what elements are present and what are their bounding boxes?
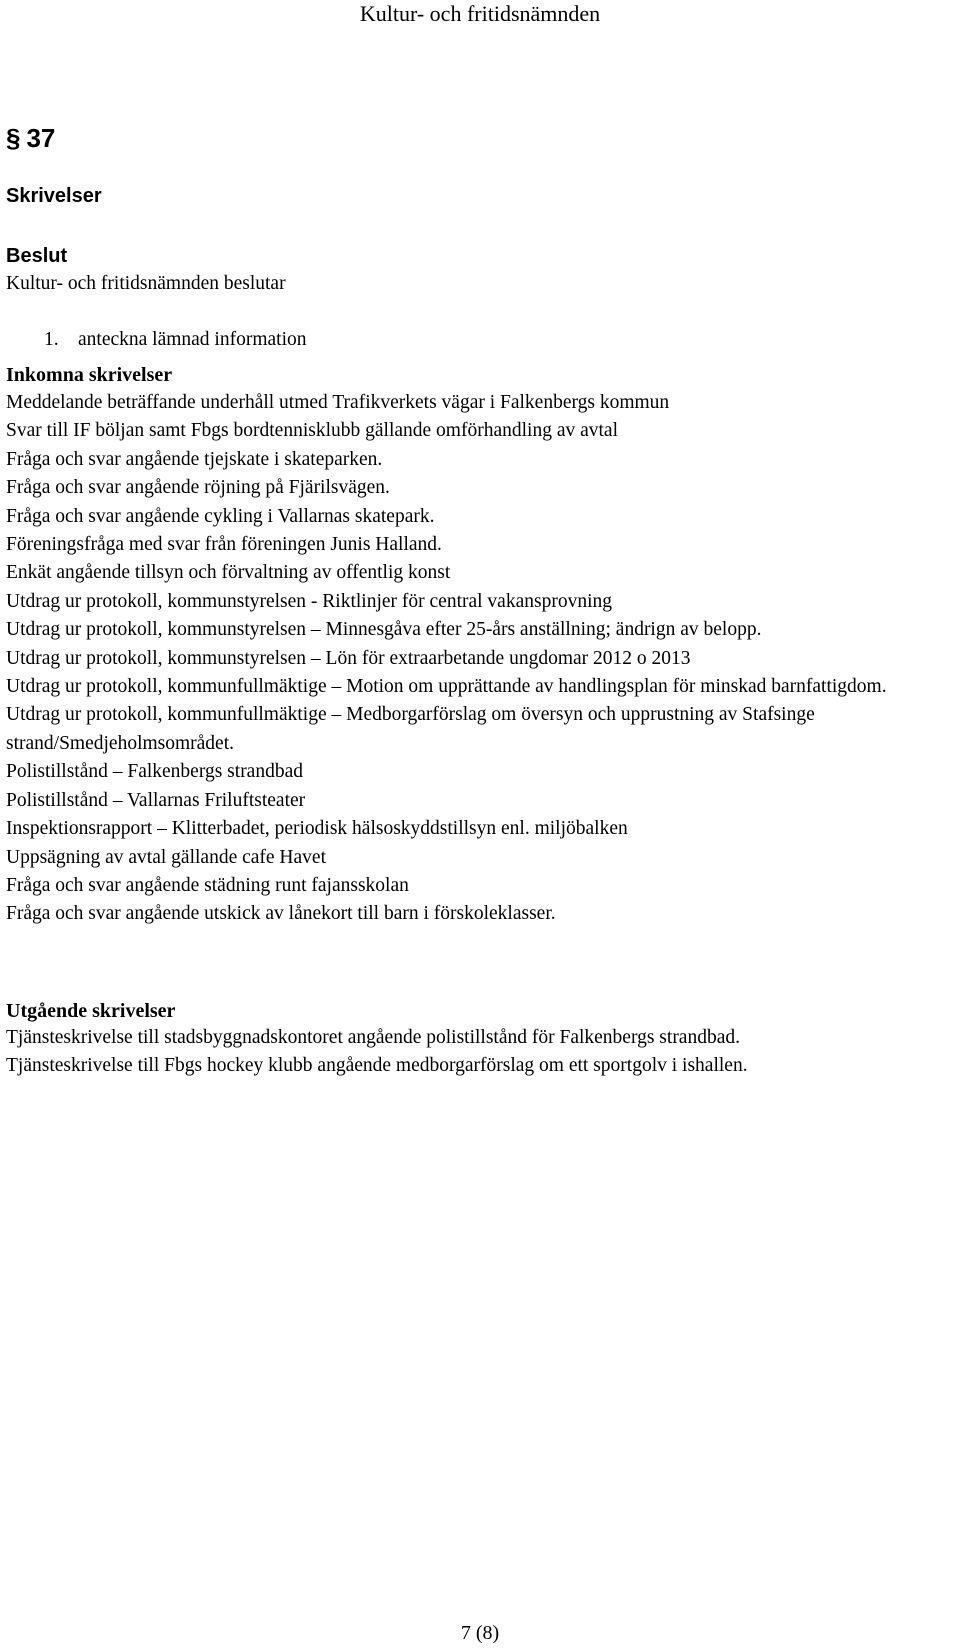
- beslut-text: Kultur- och fritidsnämnden beslutar: [6, 273, 286, 294]
- list-item: Utdrag ur protokoll, kommunstyrelsen - Riktlinjer för central vakansprovning: [6, 590, 612, 612]
- utgaende-list: [6, 1024, 956, 1081]
- utgaende-heading: Utgående skrivelser: [6, 1000, 176, 1022]
- utgaende-skrivelser-section: [6, 998, 956, 1081]
- inkomna-skrivelser-section: [6, 362, 956, 929]
- list-item: Utdrag ur protokoll, kommunfullmäktige – Medborgarförslag om översyn och upprustning av Stafsinge strand/Smedjeholmsområdet.: [6, 704, 815, 754]
- beslut-heading: Beslut: [6, 245, 68, 267]
- list-item: Fråga och svar angående röjning på Fjärilsvägen.: [6, 477, 390, 499]
- section-number: 37: [26, 123, 56, 153]
- list-item: Föreningsfråga med svar från föreningen Junis Halland.: [6, 534, 442, 556]
- list-item: Tjänsteskrivelse till stadsbyggnadskontoret angående polistillstånd för Falkenbergs strandbad.: [6, 1027, 740, 1048]
- decision-item-text: anteckna lämnad information: [78, 329, 307, 350]
- inkomna-heading: Inkomna skrivelser: [6, 364, 173, 386]
- list-item: Polistillstånd – Falkenbergs strandbad: [6, 761, 303, 783]
- list-item: Fråga och svar angående städning runt fajansskolan: [6, 874, 409, 896]
- page-number: 7 (8): [460, 1622, 500, 1644]
- list-item: Svar till IF böljan samt Fbgs bordtennisklubb gällande omförhandling av avtal: [6, 420, 618, 442]
- section-heading: [6, 122, 55, 154]
- page-header: Kultur- och fritidsnämnden: [359, 1, 601, 26]
- list-item: Meddelande beträffande underhåll utmed Trafikverkets vägar i Falkenbergs kommun: [6, 392, 670, 413]
- list-item: Fråga och svar angående tjejskate i skateparken.: [6, 448, 383, 470]
- inkomna-list: [6, 389, 956, 929]
- list-item: Tjänsteskrivelse till Fbgs hockey klubb angående medborgarförslag om ett sportgolv i ishallen.: [6, 1055, 748, 1077]
- list-item: Inspektionsrapport – Klitterbadet, periodisk hälsoskyddstillsyn enl. miljöbalken: [6, 818, 628, 840]
- list-item: Uppsägning av avtal gällande cafe Havet: [6, 846, 326, 868]
- page-title: Skrivelser: [6, 185, 102, 207]
- decision-item-number: 1.: [44, 329, 59, 350]
- decision-item: [44, 326, 307, 354]
- list-item: Utdrag ur protokoll, kommunstyrelsen – Lön för extraarbetande ungdomar 2012 o 2013: [6, 647, 691, 669]
- list-item: Polistillstånd – Vallarnas Friluftsteater: [6, 789, 306, 811]
- list-item: Enkät angående tillsyn och förvaltning av offentlig konst: [6, 562, 451, 584]
- list-item: Utdrag ur protokoll, kommunstyrelsen – Minnesgåva efter 25-års anställning; ändrign av belopp.: [6, 619, 762, 641]
- section-symbol: §: [6, 123, 21, 153]
- list-item: Fråga och svar angående cykling i Vallarnas skatepark.: [6, 505, 435, 527]
- list-item: Fråga och svar angående utskick av lånekort till barn i förskoleklasser.: [6, 903, 556, 925]
- list-item: Utdrag ur protokoll, kommunfullmäktige – Motion om upprättande av handlingsplan för minskad barnfattigdom.: [6, 676, 887, 698]
